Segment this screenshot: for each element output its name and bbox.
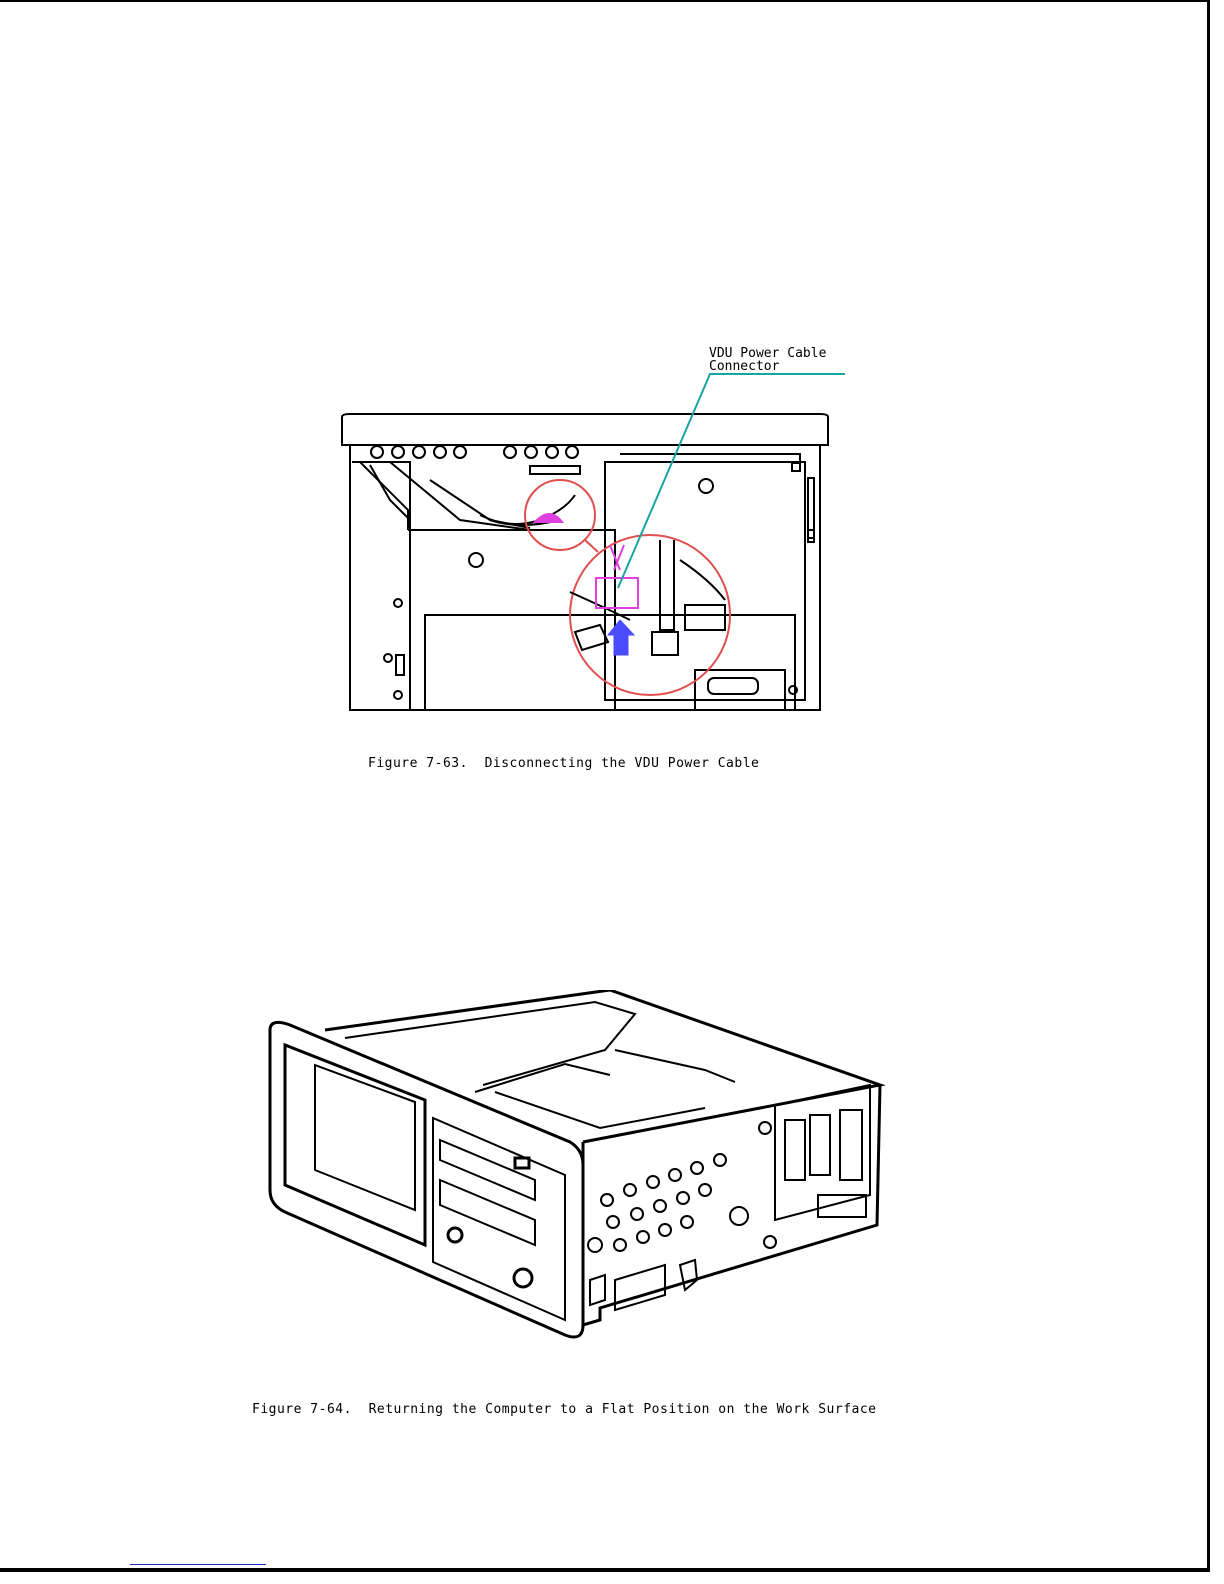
figure-64-caption: Figure 7-64. Returning the Computer to a Flat Position on the Work Surface [252,1402,877,1417]
figure-64-illustration [265,990,890,1345]
footer-link-underline[interactable] [130,1564,266,1565]
figure-63-caption: Figure 7-63. Disconnecting the VDU Power Cable [368,756,760,771]
figure-63-illustration [330,370,850,720]
figure-63-callout-line2: Connector [709,359,780,374]
figure-63-callout-line1: VDU Power Cable [709,346,827,361]
